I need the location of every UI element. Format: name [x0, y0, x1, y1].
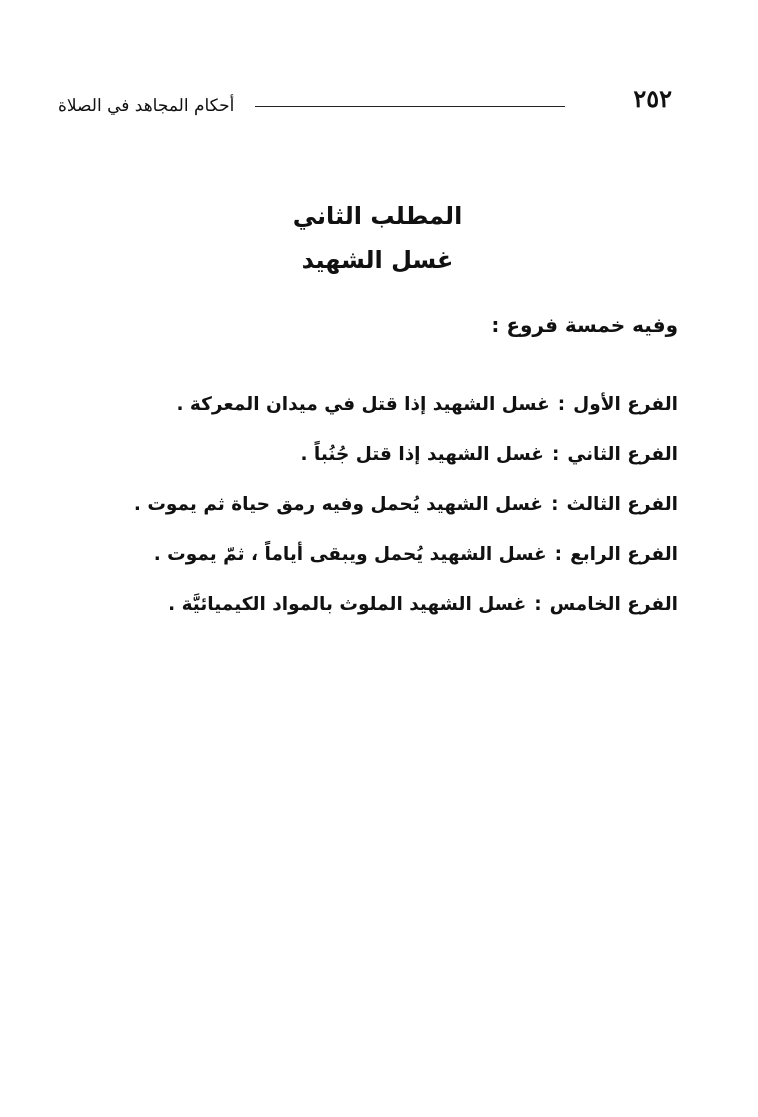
section-subheading: غسل الشهيد [301, 246, 454, 274]
branch-separator: : [557, 394, 566, 415]
branch-separator: : [551, 444, 560, 465]
page-number: ٢٥٢ [633, 84, 672, 113]
branch-separator: : [554, 544, 563, 565]
branch-text: غسل الشهيد يُحمل ويبقى أياماً ، ثمّ يموت . [153, 544, 547, 565]
running-title: أحكام المجاهد في الصلاة [58, 96, 235, 116]
branch-text: غسل الشهيد يُحمل وفيه رمق حياة ثم يموت . [133, 494, 544, 515]
branch-text: غسل الشهيد إذا قتل جُنُباً . [300, 444, 544, 465]
branch-item [133, 487, 678, 537]
branch-label: الفرع الثالث [566, 494, 678, 515]
branch-label: الفرع الثاني [567, 444, 678, 465]
branch-item [158, 387, 678, 437]
branch-separator: : [534, 594, 542, 615]
branch-item [153, 537, 678, 587]
branch-label: الفرع الرابع [570, 544, 678, 565]
branch-text: غسل الشهيد الملوث بالمواد الكيميائيَّة . [168, 594, 527, 615]
branch-separator: : [551, 494, 559, 515]
branch-item [158, 437, 678, 487]
section-heading: المطلب الثاني [292, 202, 463, 230]
branch-label: الفرع الأول [573, 394, 678, 415]
branch-list [133, 387, 678, 637]
header-rule [255, 106, 565, 107]
branch-text: غسل الشهيد إذا قتل في ميدان المعركة . [176, 394, 550, 415]
branch-item [158, 587, 678, 637]
branch-label: الفرع الخامس [549, 594, 678, 615]
intro-line: وفيه خمسة فروع : [491, 313, 678, 337]
